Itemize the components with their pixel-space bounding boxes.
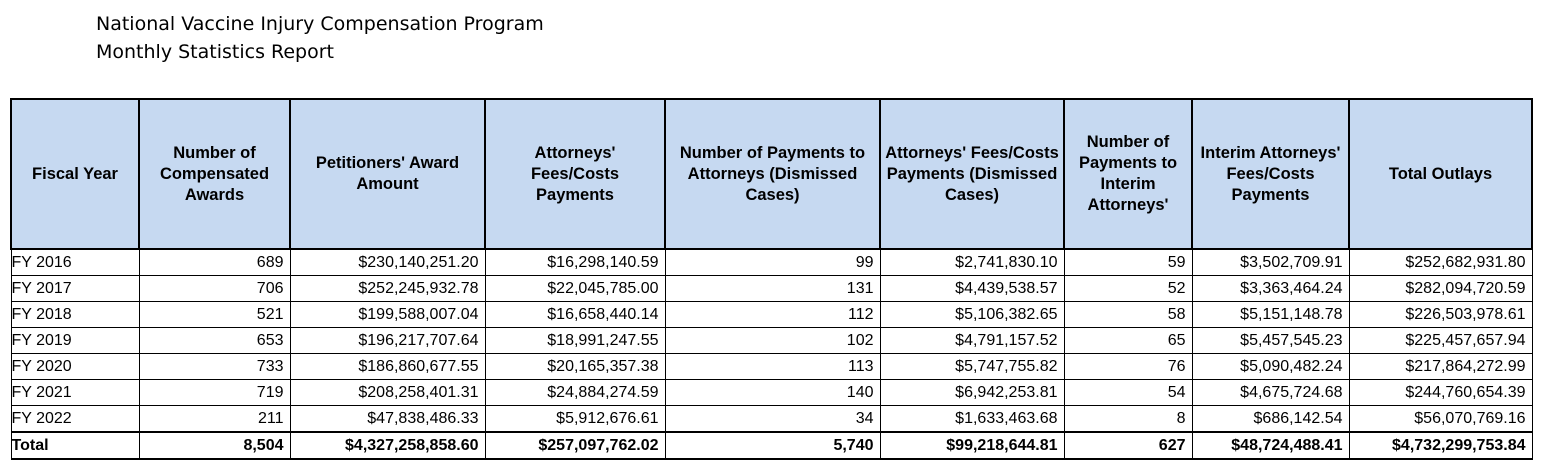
header-petitioners-award-amount: Petitioners' Award Amount [290,99,485,249]
cell-interim-attorneys-fees: $5,457,545.23 [1192,328,1349,354]
cell-payments-attorneys-dismissed: 102 [665,328,880,354]
cell-fiscal-year: FY 2020 [11,354,139,380]
cell-number-compensated-awards: 653 [139,328,290,354]
header-payments-attorneys-dismissed: Number of Payments to Attorneys (Dismissed Cases) [665,99,880,249]
cell-payments-interim-attorneys: 52 [1064,276,1192,302]
cell-interim-attorneys-fees: $3,363,464.24 [1192,276,1349,302]
cell-petitioners-award-amount: $47,838,486.33 [290,406,485,433]
statistics-table [10,98,1533,460]
total-petitioners-award-amount: $4,327,258,858.60 [290,432,485,459]
cell-fiscal-year: FY 2018 [11,302,139,328]
cell-payments-interim-attorneys: 58 [1064,302,1192,328]
cell-petitioners-award-amount: $196,217,707.64 [290,328,485,354]
total-payments-interim-attorneys: 627 [1064,432,1192,459]
cell-attorneys-fees-costs: $16,298,140.59 [485,249,665,276]
cell-attorneys-fees-dismissed: $6,942,253.81 [880,380,1064,406]
cell-payments-attorneys-dismissed: 140 [665,380,880,406]
cell-total-outlays: $252,682,931.80 [1349,249,1532,276]
cell-fiscal-year: FY 2022 [11,406,139,433]
cell-total-outlays: $244,760,654.39 [1349,380,1532,406]
cell-total-outlays: $217,864,272.99 [1349,354,1532,380]
header-total-outlays: Total Outlays [1349,99,1532,249]
cell-attorneys-fees-dismissed: $5,747,755.82 [880,354,1064,380]
cell-payments-attorneys-dismissed: 131 [665,276,880,302]
cell-fiscal-year: FY 2019 [11,328,139,354]
cell-interim-attorneys-fees: $3,502,709.91 [1192,249,1349,276]
total-number-compensated-awards: 8,504 [139,432,290,459]
total-row [11,432,1532,459]
cell-interim-attorneys-fees: $5,090,482.24 [1192,354,1349,380]
cell-payments-interim-attorneys: 76 [1064,354,1192,380]
cell-petitioners-award-amount: $199,588,007.04 [290,302,485,328]
cell-attorneys-fees-dismissed: $5,106,382.65 [880,302,1064,328]
cell-payments-interim-attorneys: 8 [1064,406,1192,433]
total-payments-attorneys-dismissed: 5,740 [665,432,880,459]
table-row [11,354,1532,380]
cell-total-outlays: $56,070,769.16 [1349,406,1532,433]
cell-attorneys-fees-costs: $20,165,357.38 [485,354,665,380]
cell-payments-attorneys-dismissed: 34 [665,406,880,433]
cell-total-outlays: $225,457,657.94 [1349,328,1532,354]
header-row [11,99,1532,249]
cell-attorneys-fees-costs: $24,884,274.59 [485,380,665,406]
cell-attorneys-fees-costs: $16,658,440.14 [485,302,665,328]
header-fiscal-year: Fiscal Year [11,99,139,249]
cell-number-compensated-awards: 733 [139,354,290,380]
cell-number-compensated-awards: 521 [139,302,290,328]
total-attorneys-fees-costs: $257,097,762.02 [485,432,665,459]
cell-payments-attorneys-dismissed: 99 [665,249,880,276]
cell-payments-interim-attorneys: 65 [1064,328,1192,354]
cell-payments-attorneys-dismissed: 113 [665,354,880,380]
cell-attorneys-fees-dismissed: $4,439,538.57 [880,276,1064,302]
report-subtitle: Monthly Statistics Report [96,41,334,63]
cell-attorneys-fees-dismissed: $2,741,830.10 [880,249,1064,276]
total-attorneys-fees-dismissed: $99,218,644.81 [880,432,1064,459]
cell-attorneys-fees-dismissed: $4,791,157.52 [880,328,1064,354]
cell-attorneys-fees-costs: $18,991,247.55 [485,328,665,354]
header-attorneys-fees-costs: Attorneys' Fees/Costs Payments [485,99,665,249]
cell-payments-attorneys-dismissed: 112 [665,302,880,328]
total-label: Total [11,432,139,459]
cell-interim-attorneys-fees: $686,142.54 [1192,406,1349,433]
total-total-outlays: $4,732,299,753.84 [1349,432,1532,459]
cell-number-compensated-awards: 211 [139,406,290,433]
table-row [11,302,1532,328]
cell-petitioners-award-amount: $252,245,932.78 [290,276,485,302]
cell-fiscal-year: FY 2017 [11,276,139,302]
table-row [11,380,1532,406]
header-attorneys-fees-dismissed: Attorneys' Fees/Costs Payments (Dismissed Cases) [880,99,1064,249]
cell-fiscal-year: FY 2021 [11,380,139,406]
header-payments-interim-attorneys: Number of Payments to Interim Attorneys' [1064,99,1192,249]
cell-attorneys-fees-costs: $5,912,676.61 [485,406,665,433]
cell-number-compensated-awards: 689 [139,249,290,276]
header-interim-attorneys-fees: Interim Attorneys' Fees/Costs Payments [1192,99,1349,249]
table-row [11,249,1532,276]
table-row [11,406,1532,433]
total-interim-attorneys-fees: $48,724,488.41 [1192,432,1349,459]
cell-attorneys-fees-dismissed: $1,633,463.68 [880,406,1064,433]
cell-fiscal-year: FY 2016 [11,249,139,276]
cell-interim-attorneys-fees: $4,675,724.68 [1192,380,1349,406]
cell-petitioners-award-amount: $186,860,677.55 [290,354,485,380]
cell-petitioners-award-amount: $230,140,251.20 [290,249,485,276]
cell-total-outlays: $226,503,978.61 [1349,302,1532,328]
cell-attorneys-fees-costs: $22,045,785.00 [485,276,665,302]
cell-total-outlays: $282,094,720.59 [1349,276,1532,302]
cell-payments-interim-attorneys: 54 [1064,380,1192,406]
cell-payments-interim-attorneys: 59 [1064,249,1192,276]
report-title: National Vaccine Injury Compensation Program [96,13,544,35]
cell-petitioners-award-amount: $208,258,401.31 [290,380,485,406]
table-row [11,276,1532,302]
cell-number-compensated-awards: 706 [139,276,290,302]
cell-number-compensated-awards: 719 [139,380,290,406]
cell-interim-attorneys-fees: $5,151,148.78 [1192,302,1349,328]
header-number-compensated-awards: Number of Compensated Awards [139,99,290,249]
table-row [11,328,1532,354]
